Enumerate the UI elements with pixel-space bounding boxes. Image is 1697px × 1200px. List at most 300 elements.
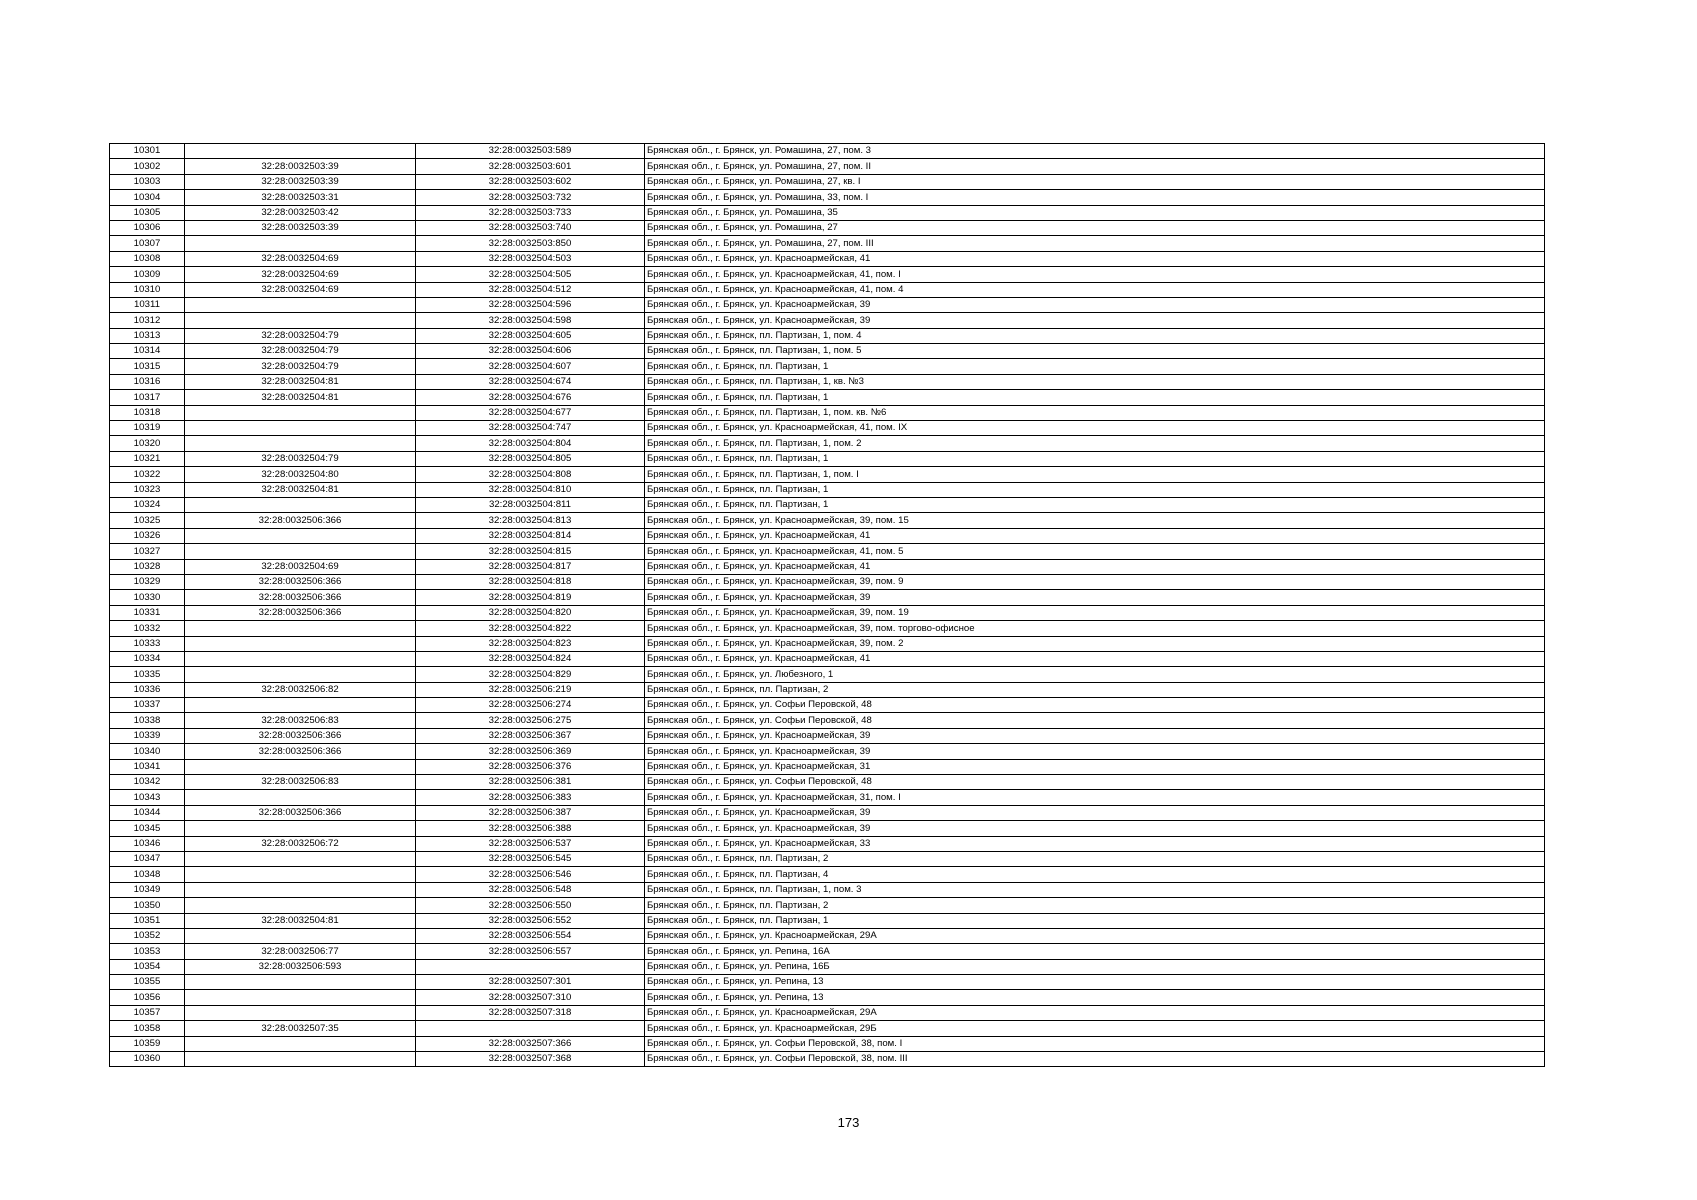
cadastral-number-cell: 32:28:0032503:740 [416, 220, 645, 235]
table-row [110, 421, 1545, 436]
address-cell: Брянская обл., г. Брянск, пл. Партизан, 1 [645, 359, 1545, 374]
cadastral-number-cell: 32:28:0032506:546 [416, 867, 645, 882]
land-parcel-number-cell: 32:28:0032504:69 [185, 251, 416, 266]
land-parcel-number-cell: 32:28:0032506:83 [185, 775, 416, 790]
row-number-cell: 10335 [110, 667, 185, 682]
row-number-cell: 10351 [110, 913, 185, 928]
address-cell: Брянская обл., г. Брянск, ул. Красноармейская, 31 [645, 759, 1545, 774]
cadastral-number-cell: 32:28:0032504:605 [416, 328, 645, 343]
land-parcel-number-cell: 32:28:0032503:39 [185, 174, 416, 189]
table-row [110, 944, 1545, 959]
table-row [110, 467, 1545, 482]
row-number-cell: 10355 [110, 975, 185, 990]
row-number-cell: 10338 [110, 713, 185, 728]
land-parcel-number-cell: 32:28:0032506:366 [185, 744, 416, 759]
cadastral-number-cell [416, 1021, 645, 1036]
land-parcel-number-cell [185, 698, 416, 713]
cadastral-number-cell: 32:28:0032507:310 [416, 990, 645, 1005]
row-number-cell: 10360 [110, 1052, 185, 1067]
land-parcel-number-cell [185, 405, 416, 420]
row-number-cell: 10359 [110, 1036, 185, 1051]
land-parcel-number-cell [185, 497, 416, 512]
row-number-cell: 10323 [110, 482, 185, 497]
address-cell: Брянская обл., г. Брянск, ул. Красноармейская, 39 [645, 590, 1545, 605]
table-row [110, 513, 1545, 528]
row-number-cell: 10348 [110, 867, 185, 882]
table-row [110, 667, 1545, 682]
cadastral-number-cell: 32:28:0032504:596 [416, 297, 645, 312]
cadastral-number-cell: 32:28:0032504:512 [416, 282, 645, 297]
land-parcel-number-cell: 32:28:0032504:79 [185, 328, 416, 343]
row-number-cell: 10341 [110, 759, 185, 774]
address-cell: Брянская обл., г. Брянск, пл. Партизан, 1 [645, 913, 1545, 928]
table-row [110, 882, 1545, 897]
land-parcel-number-cell [185, 297, 416, 312]
land-parcel-number-cell: 32:28:0032503:39 [185, 220, 416, 235]
table-row [110, 374, 1545, 389]
table-row [110, 497, 1545, 512]
land-parcel-number-cell: 32:28:0032504:81 [185, 913, 416, 928]
cadastral-number-cell: 32:28:0032506:388 [416, 821, 645, 836]
address-cell: Брянская обл., г. Брянск, пл. Партизан, 1, пом. 3 [645, 882, 1545, 897]
table-row [110, 1036, 1545, 1051]
land-parcel-number-cell: 32:28:0032504:81 [185, 390, 416, 405]
cadastral-number-cell: 32:28:0032506:537 [416, 836, 645, 851]
land-parcel-number-cell: 32:28:0032506:366 [185, 805, 416, 820]
land-parcel-number-cell [185, 867, 416, 882]
land-parcel-number-cell: 32:28:0032506:366 [185, 590, 416, 605]
address-cell: Брянская обл., г. Брянск, пл. Партизан, 1, кв. №3 [645, 374, 1545, 389]
land-parcel-number-cell [185, 528, 416, 543]
cadastral-number-cell: 32:28:0032506:383 [416, 790, 645, 805]
row-number-cell: 10318 [110, 405, 185, 420]
land-parcel-number-cell [185, 790, 416, 805]
land-parcel-number-cell: 32:28:0032504:69 [185, 559, 416, 574]
row-number-cell: 10343 [110, 790, 185, 805]
address-cell: Брянская обл., г. Брянск, ул. Красноармейская, 29А [645, 1005, 1545, 1020]
address-cell: Брянская обл., г. Брянск, ул. Красноармейская, 41 [645, 251, 1545, 266]
row-number-cell: 10303 [110, 174, 185, 189]
address-cell: Брянская обл., г. Брянск, ул. Репина, 13 [645, 975, 1545, 990]
cadastral-number-cell: 32:28:0032504:820 [416, 605, 645, 620]
table-row [110, 436, 1545, 451]
cadastral-number-cell: 32:28:0032504:747 [416, 421, 645, 436]
address-cell: Брянская обл., г. Брянск, ул. Софьи Перовской, 48 [645, 698, 1545, 713]
address-cell: Брянская обл., г. Брянск, пл. Партизан, 1 [645, 390, 1545, 405]
cadastral-number-cell: 32:28:0032504:813 [416, 513, 645, 528]
address-cell: Брянская обл., г. Брянск, пл. Партизан, 1 [645, 482, 1545, 497]
address-cell: Брянская обл., г. Брянск, ул. Красноармейская, 29А [645, 928, 1545, 943]
row-number-cell: 10344 [110, 805, 185, 820]
address-cell: Брянская обл., г. Брянск, ул. Красноармейская, 39 [645, 805, 1545, 820]
cadastral-number-cell: 32:28:0032504:814 [416, 528, 645, 543]
row-number-cell: 10320 [110, 436, 185, 451]
address-cell: Брянская обл., г. Брянск, ул. Красноармейская, 39, пом. торгово-офисное [645, 621, 1545, 636]
cadastral-number-cell: 32:28:0032507:366 [416, 1036, 645, 1051]
row-number-cell: 10353 [110, 944, 185, 959]
row-number-cell: 10313 [110, 328, 185, 343]
address-cell: Брянская обл., г. Брянск, ул. Ромашина, 27, кв. I [645, 174, 1545, 189]
cadastral-number-cell: 32:28:0032506:381 [416, 775, 645, 790]
cadastral-number-cell: 32:28:0032503:850 [416, 236, 645, 251]
table-row [110, 574, 1545, 589]
cadastral-number-cell: 32:28:0032506:387 [416, 805, 645, 820]
cadastral-number-cell: 32:28:0032504:606 [416, 344, 645, 359]
row-number-cell: 10342 [110, 775, 185, 790]
cadastral-number-cell: 32:28:0032504:818 [416, 574, 645, 589]
land-parcel-number-cell: 32:28:0032504:81 [185, 482, 416, 497]
registry-table-body [110, 144, 1545, 1067]
row-number-cell: 10331 [110, 605, 185, 620]
table-row [110, 297, 1545, 312]
land-parcel-number-cell [185, 636, 416, 651]
land-parcel-number-cell [185, 236, 416, 251]
row-number-cell: 10314 [110, 344, 185, 359]
row-number-cell: 10312 [110, 313, 185, 328]
address-cell: Брянская обл., г. Брянск, ул. Репина, 16А [645, 944, 1545, 959]
table-row [110, 451, 1545, 466]
row-number-cell: 10329 [110, 574, 185, 589]
land-parcel-number-cell: 32:28:0032504:81 [185, 374, 416, 389]
cadastral-number-cell: 32:28:0032506:367 [416, 728, 645, 743]
table-row [110, 821, 1545, 836]
land-parcel-number-cell: 32:28:0032506:77 [185, 944, 416, 959]
land-parcel-number-cell [185, 313, 416, 328]
row-number-cell: 10356 [110, 990, 185, 1005]
page-number: 173 [837, 1115, 860, 1130]
land-parcel-number-cell [185, 975, 416, 990]
row-number-cell: 10302 [110, 159, 185, 174]
row-number-cell: 10340 [110, 744, 185, 759]
cadastral-number-cell [416, 959, 645, 974]
cadastral-number-cell: 32:28:0032507:301 [416, 975, 645, 990]
address-cell: Брянская обл., г. Брянск, ул. Ромашина, 27, пом. 3 [645, 144, 1545, 159]
cadastral-number-cell: 32:28:0032504:829 [416, 667, 645, 682]
table-row [110, 159, 1545, 174]
row-number-cell: 10325 [110, 513, 185, 528]
land-parcel-number-cell: 32:28:0032506:593 [185, 959, 416, 974]
land-parcel-number-cell: 32:28:0032506:366 [185, 574, 416, 589]
table-row [110, 928, 1545, 943]
address-cell: Брянская обл., г. Брянск, ул. Ромашина, 27, пом. III [645, 236, 1545, 251]
row-number-cell: 10349 [110, 882, 185, 897]
address-cell: Брянская обл., г. Брянск, ул. Красноармейская, 39 [645, 821, 1545, 836]
table-row [110, 1005, 1545, 1020]
land-parcel-number-cell: 32:28:0032503:31 [185, 190, 416, 205]
row-number-cell: 10358 [110, 1021, 185, 1036]
land-parcel-number-cell [185, 759, 416, 774]
address-cell: Брянская обл., г. Брянск, ул. Красноармейская, 39, пом. 19 [645, 605, 1545, 620]
cadastral-number-cell: 32:28:0032504:674 [416, 374, 645, 389]
table-row [110, 605, 1545, 620]
cadastral-number-cell: 32:28:0032507:368 [416, 1052, 645, 1067]
row-number-cell: 10333 [110, 636, 185, 651]
table-row [110, 898, 1545, 913]
cadastral-number-cell: 32:28:0032504:822 [416, 621, 645, 636]
cadastral-number-cell: 32:28:0032506:369 [416, 744, 645, 759]
land-parcel-number-cell [185, 821, 416, 836]
table-row [110, 220, 1545, 235]
table-row [110, 959, 1545, 974]
address-cell: Брянская обл., г. Брянск, ул. Софьи Перовской, 48 [645, 775, 1545, 790]
table-row [110, 205, 1545, 220]
land-parcel-number-cell [185, 1005, 416, 1020]
cadastral-number-cell: 32:28:0032506:545 [416, 851, 645, 866]
land-parcel-number-cell [185, 436, 416, 451]
address-cell: Брянская обл., г. Брянск, ул. Ромашина, 27, пом. II [645, 159, 1545, 174]
table-row [110, 698, 1545, 713]
table-row [110, 328, 1545, 343]
land-parcel-number-cell: 32:28:0032506:83 [185, 713, 416, 728]
row-number-cell: 10352 [110, 928, 185, 943]
address-cell: Брянская обл., г. Брянск, пл. Партизан, 1 [645, 497, 1545, 512]
address-cell: Брянская обл., г. Брянск, пл. Партизан, 1, пом. кв. №6 [645, 405, 1545, 420]
address-cell: Брянская обл., г. Брянск, ул. Красноармейская, 39, пом. 2 [645, 636, 1545, 651]
address-cell: Брянская обл., г. Брянск, ул. Красноармейская, 41 [645, 528, 1545, 543]
table-row [110, 621, 1545, 636]
row-number-cell: 10310 [110, 282, 185, 297]
table-row [110, 313, 1545, 328]
cadastral-number-cell: 32:28:0032503:733 [416, 205, 645, 220]
cadastral-number-cell: 32:28:0032506:376 [416, 759, 645, 774]
land-parcel-number-cell [185, 621, 416, 636]
table-row [110, 836, 1545, 851]
land-parcel-number-cell: 32:28:0032504:80 [185, 467, 416, 482]
address-cell: Брянская обл., г. Брянск, ул. Красноармейская, 33 [645, 836, 1545, 851]
address-cell: Брянская обл., г. Брянск, ул. Красноармейская, 39 [645, 297, 1545, 312]
table-row [110, 267, 1545, 282]
table-row [110, 528, 1545, 543]
table-row [110, 144, 1545, 159]
address-cell: Брянская обл., г. Брянск, пл. Партизан, 2 [645, 851, 1545, 866]
cadastral-number-cell: 32:28:0032503:602 [416, 174, 645, 189]
land-parcel-number-cell: 32:28:0032503:42 [185, 205, 416, 220]
table-row [110, 728, 1545, 743]
land-parcel-number-cell: 32:28:0032504:79 [185, 451, 416, 466]
address-cell: Брянская обл., г. Брянск, пл. Партизан, 4 [645, 867, 1545, 882]
address-cell: Брянская обл., г. Брянск, ул. Репина, 13 [645, 990, 1545, 1005]
land-parcel-number-cell: 32:28:0032503:39 [185, 159, 416, 174]
row-number-cell: 10328 [110, 559, 185, 574]
table-row [110, 344, 1545, 359]
row-number-cell: 10332 [110, 621, 185, 636]
table-row [110, 790, 1545, 805]
cadastral-number-cell: 32:28:0032504:815 [416, 544, 645, 559]
table-row [110, 190, 1545, 205]
cadastral-number-cell: 32:28:0032504:819 [416, 590, 645, 605]
row-number-cell: 10324 [110, 497, 185, 512]
land-parcel-number-cell [185, 1052, 416, 1067]
land-parcel-number-cell [185, 651, 416, 666]
cadastral-number-cell: 32:28:0032506:550 [416, 898, 645, 913]
land-parcel-number-cell [185, 898, 416, 913]
row-number-cell: 10347 [110, 851, 185, 866]
cadastral-number-cell: 32:28:0032504:808 [416, 467, 645, 482]
row-number-cell: 10345 [110, 821, 185, 836]
row-number-cell: 10308 [110, 251, 185, 266]
row-number-cell: 10346 [110, 836, 185, 851]
address-cell: Брянская обл., г. Брянск, ул. Красноармейская, 41, пом. I [645, 267, 1545, 282]
row-number-cell: 10301 [110, 144, 185, 159]
cadastral-number-cell: 32:28:0032507:318 [416, 1005, 645, 1020]
table-row [110, 651, 1545, 666]
row-number-cell: 10357 [110, 1005, 185, 1020]
land-parcel-number-cell [185, 1036, 416, 1051]
table-row [110, 636, 1545, 651]
land-parcel-number-cell: 32:28:0032506:72 [185, 836, 416, 851]
land-parcel-number-cell: 32:28:0032506:366 [185, 605, 416, 620]
address-cell: Брянская обл., г. Брянск, ул. Красноармейская, 41, пом. 5 [645, 544, 1545, 559]
row-number-cell: 10330 [110, 590, 185, 605]
land-parcel-number-cell: 32:28:0032506:82 [185, 682, 416, 697]
address-cell: Брянская обл., г. Брянск, пл. Партизан, 1, пом. 2 [645, 436, 1545, 451]
row-number-cell: 10311 [110, 297, 185, 312]
cadastral-number-cell: 32:28:0032504:804 [416, 436, 645, 451]
address-cell: Брянская обл., г. Брянск, ул. Ромашина, 35 [645, 205, 1545, 220]
address-cell: Брянская обл., г. Брянск, ул. Красноармейская, 41, пом. IX [645, 421, 1545, 436]
table-row [110, 236, 1545, 251]
row-number-cell: 10315 [110, 359, 185, 374]
registry-table [109, 143, 1545, 1067]
address-cell: Брянская обл., г. Брянск, ул. Красноармейская, 39, пом. 15 [645, 513, 1545, 528]
address-cell: Брянская обл., г. Брянск, ул. Софьи Перовской, 38, пом. I [645, 1036, 1545, 1051]
cadastral-number-cell: 32:28:0032503:589 [416, 144, 645, 159]
table-row [110, 744, 1545, 759]
cadastral-number-cell: 32:28:0032504:817 [416, 559, 645, 574]
row-number-cell: 10307 [110, 236, 185, 251]
land-parcel-number-cell: 32:28:0032504:69 [185, 282, 416, 297]
cadastral-number-cell: 32:28:0032504:811 [416, 497, 645, 512]
address-cell: Брянская обл., г. Брянск, пл. Партизан, 1, пом. I [645, 467, 1545, 482]
address-cell: Брянская обл., г. Брянск, ул. Софьи Перовской, 38, пом. III [645, 1052, 1545, 1067]
cadastral-number-cell: 32:28:0032504:824 [416, 651, 645, 666]
land-parcel-number-cell [185, 990, 416, 1005]
cadastral-number-cell: 32:28:0032506:274 [416, 698, 645, 713]
cadastral-number-cell: 32:28:0032504:503 [416, 251, 645, 266]
row-number-cell: 10316 [110, 374, 185, 389]
table-row [110, 775, 1545, 790]
land-parcel-number-cell: 32:28:0032504:69 [185, 267, 416, 282]
land-parcel-number-cell: 32:28:0032507:35 [185, 1021, 416, 1036]
address-cell: Брянская обл., г. Брянск, ул. Красноармейская, 41 [645, 651, 1545, 666]
table-row [110, 713, 1545, 728]
cadastral-number-cell: 32:28:0032504:810 [416, 482, 645, 497]
row-number-cell: 10326 [110, 528, 185, 543]
cadastral-number-cell: 32:28:0032506:548 [416, 882, 645, 897]
cadastral-number-cell: 32:28:0032504:677 [416, 405, 645, 420]
table-row [110, 590, 1545, 605]
address-cell: Брянская обл., г. Брянск, ул. Красноармейская, 39, пом. 9 [645, 574, 1545, 589]
address-cell: Брянская обл., г. Брянск, пл. Партизан, 1, пом. 4 [645, 328, 1545, 343]
cadastral-number-cell: 32:28:0032504:805 [416, 451, 645, 466]
row-number-cell: 10322 [110, 467, 185, 482]
table-row [110, 867, 1545, 882]
table-row [110, 482, 1545, 497]
row-number-cell: 10354 [110, 959, 185, 974]
address-cell: Брянская обл., г. Брянск, ул. Репина, 16Б [645, 959, 1545, 974]
table-row [110, 759, 1545, 774]
land-parcel-number-cell: 32:28:0032504:79 [185, 344, 416, 359]
address-cell: Брянская обл., г. Брянск, пл. Партизан, 1 [645, 451, 1545, 466]
table-row [110, 1052, 1545, 1067]
address-cell: Брянская обл., г. Брянск, ул. Ромашина, 27 [645, 220, 1545, 235]
table-row [110, 544, 1545, 559]
table-row [110, 913, 1545, 928]
table-row [110, 405, 1545, 420]
row-number-cell: 10337 [110, 698, 185, 713]
cadastral-number-cell: 32:28:0032506:275 [416, 713, 645, 728]
land-parcel-number-cell [185, 667, 416, 682]
row-number-cell: 10306 [110, 220, 185, 235]
address-cell: Брянская обл., г. Брянск, ул. Красноармейская, 39 [645, 744, 1545, 759]
address-cell: Брянская обл., г. Брянск, пл. Партизан, 1, пом. 5 [645, 344, 1545, 359]
cadastral-number-cell: 32:28:0032504:598 [416, 313, 645, 328]
table-row [110, 1021, 1545, 1036]
address-cell: Брянская обл., г. Брянск, ул. Красноармейская, 39 [645, 728, 1545, 743]
cadastral-number-cell: 32:28:0032506:219 [416, 682, 645, 697]
address-cell: Брянская обл., г. Брянск, ул. Ромашина, 33, пом. I [645, 190, 1545, 205]
row-number-cell: 10317 [110, 390, 185, 405]
land-parcel-number-cell: 32:28:0032506:366 [185, 728, 416, 743]
address-cell: Брянская обл., г. Брянск, ул. Красноармейская, 41, пом. 4 [645, 282, 1545, 297]
row-number-cell: 10336 [110, 682, 185, 697]
address-cell: Брянская обл., г. Брянск, ул. Красноармейская, 41 [645, 559, 1545, 574]
land-parcel-number-cell: 32:28:0032504:79 [185, 359, 416, 374]
address-cell: Брянская обл., г. Брянск, ул. Любезного, 1 [645, 667, 1545, 682]
table-row [110, 682, 1545, 697]
cadastral-number-cell: 32:28:0032503:601 [416, 159, 645, 174]
row-number-cell: 10321 [110, 451, 185, 466]
row-number-cell: 10304 [110, 190, 185, 205]
land-parcel-number-cell: 32:28:0032506:366 [185, 513, 416, 528]
table-row [110, 390, 1545, 405]
row-number-cell: 10319 [110, 421, 185, 436]
cadastral-number-cell: 32:28:0032506:552 [416, 913, 645, 928]
address-cell: Брянская обл., г. Брянск, ул. Красноармейская, 39 [645, 313, 1545, 328]
cadastral-number-cell: 32:28:0032504:607 [416, 359, 645, 374]
table-row [110, 174, 1545, 189]
cadastral-number-cell: 32:28:0032504:823 [416, 636, 645, 651]
row-number-cell: 10339 [110, 728, 185, 743]
land-parcel-number-cell [185, 421, 416, 436]
cadastral-number-cell: 32:28:0032503:732 [416, 190, 645, 205]
table-row [110, 805, 1545, 820]
address-cell: Брянская обл., г. Брянск, пл. Партизан, 2 [645, 898, 1545, 913]
table-row [110, 975, 1545, 990]
land-parcel-number-cell [185, 928, 416, 943]
land-parcel-number-cell [185, 144, 416, 159]
table-row [110, 282, 1545, 297]
row-number-cell: 10327 [110, 544, 185, 559]
row-number-cell: 10305 [110, 205, 185, 220]
table-row [110, 851, 1545, 866]
table-row [110, 990, 1545, 1005]
table-row [110, 359, 1545, 374]
address-cell: Брянская обл., г. Брянск, пл. Партизан, 2 [645, 682, 1545, 697]
cadastral-number-cell: 32:28:0032504:676 [416, 390, 645, 405]
table-row [110, 251, 1545, 266]
row-number-cell: 10334 [110, 651, 185, 666]
cadastral-number-cell: 32:28:0032506:554 [416, 928, 645, 943]
land-parcel-number-cell [185, 851, 416, 866]
cadastral-number-cell: 32:28:0032506:557 [416, 944, 645, 959]
cadastral-number-cell: 32:28:0032504:505 [416, 267, 645, 282]
land-parcel-number-cell [185, 882, 416, 897]
address-cell: Брянская обл., г. Брянск, ул. Красноармейская, 31, пом. I [645, 790, 1545, 805]
row-number-cell: 10350 [110, 898, 185, 913]
address-cell: Брянская обл., г. Брянск, ул. Красноармейская, 29Б [645, 1021, 1545, 1036]
land-parcel-number-cell [185, 544, 416, 559]
